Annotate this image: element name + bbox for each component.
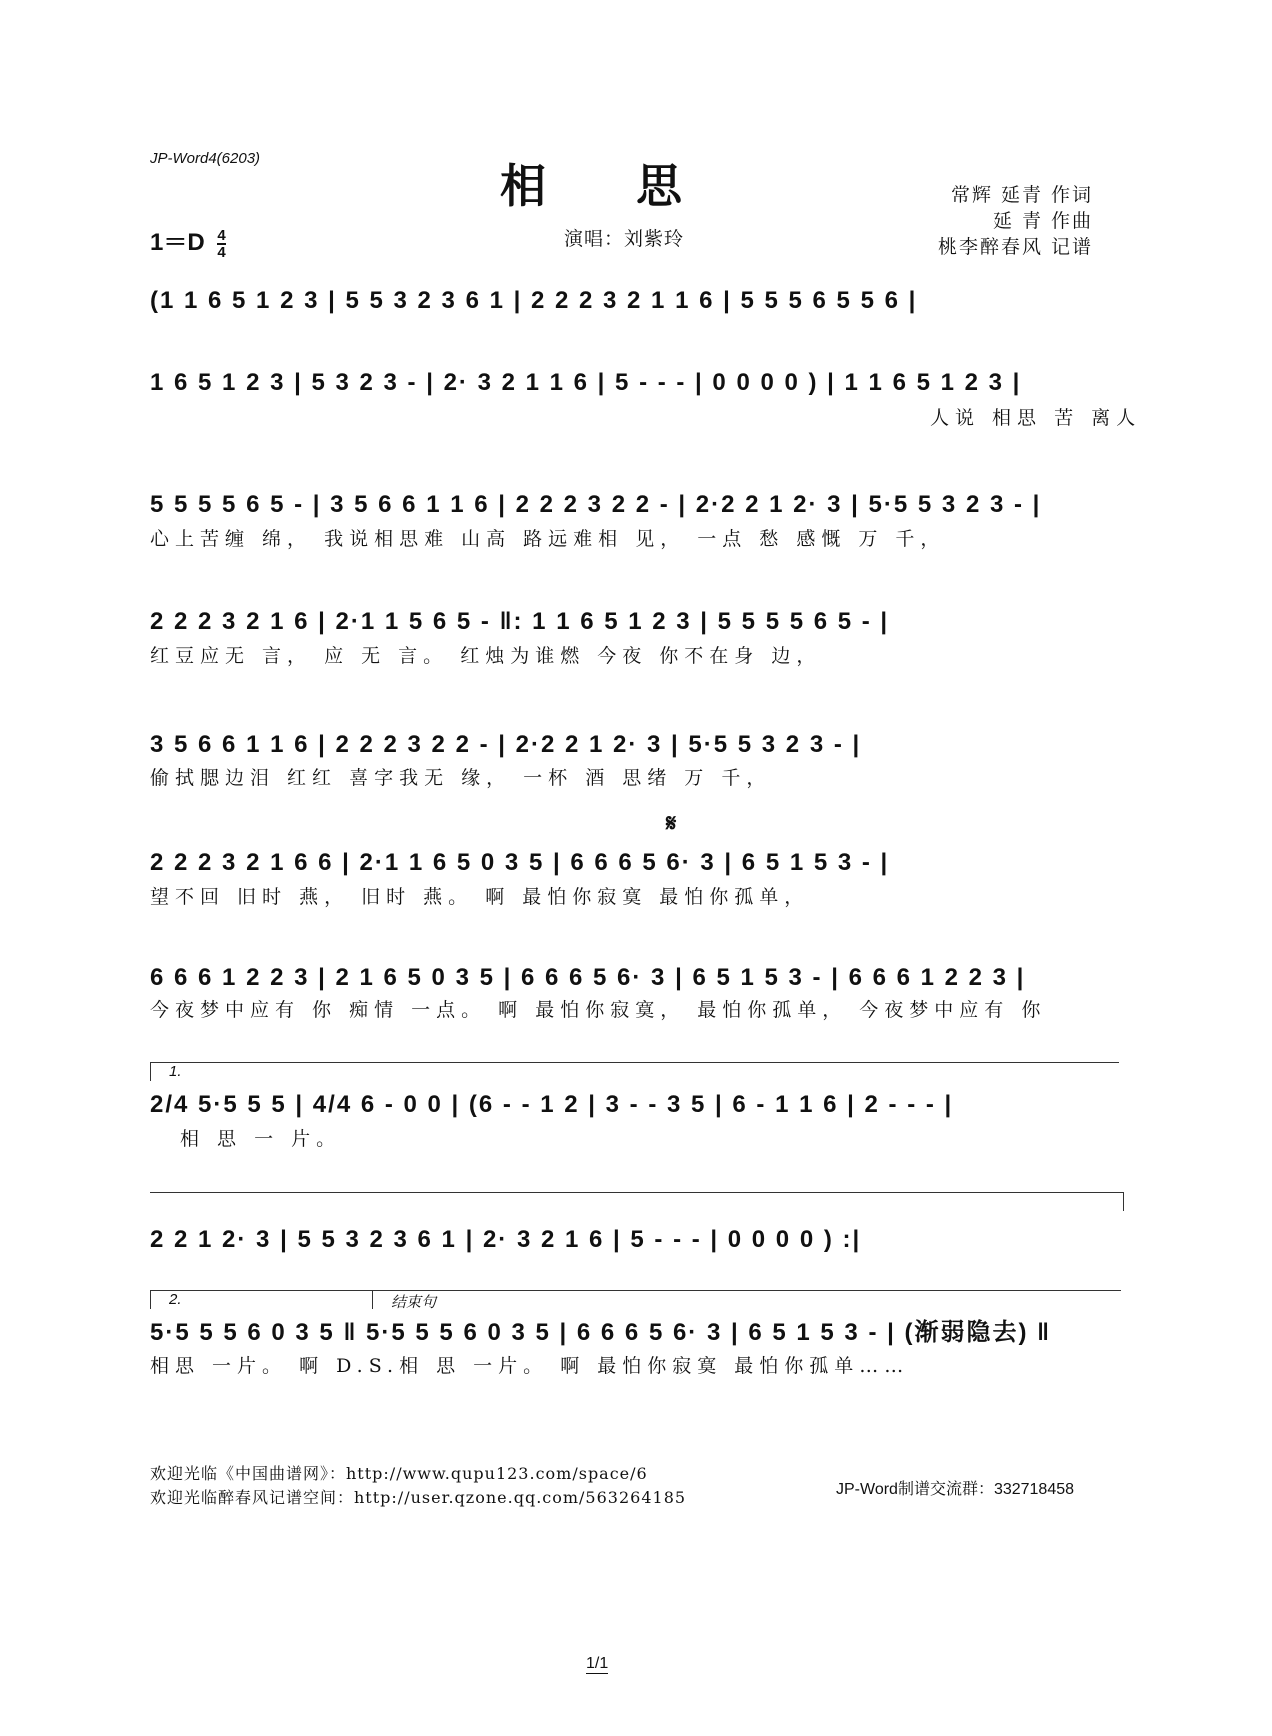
key-signature [150,222,226,260]
software-label: JP-Word4(6203) [150,150,261,167]
ending-label: 结束句 [391,1294,437,1311]
segno-sign: 𝄋 [666,808,677,837]
volta-2-label: 2. [169,1291,182,1308]
score-row-5-lyrics: 偷拭腮边泪 红红 喜字我无 缘， 一杯 酒 思绪 万 千， [150,767,772,789]
key-label: 1＝D [150,229,205,256]
score-row-4-lyrics: 红豆应无 言， 应 无 言。 红烛为谁燃 今夜 你不在身 边， [150,645,822,667]
footer-link-2[interactable]: 欢迎光临醉春风记谱空间：http://user.qzone.qq.com/563264185 [150,1488,687,1507]
credits [938,182,1093,260]
score-row-10-lyrics: 相思 一片。 啊 D.S.相 思 一片。 啊 最怕你寂寞 最怕你孤单…… [150,1355,910,1377]
credit-lyrics: 常辉 延青 作词 [950,184,1094,206]
footer-link-1[interactable]: 欢迎光临《中国曲谱网》：http://www.qupu123.com/space/6 [150,1464,648,1483]
page-number: 1/1 [586,1655,609,1672]
volta-1-label: 1. [169,1063,182,1080]
score-row-10-notes: 5·5 5 5 6 0 3 5 ‖ 5·5 5 5 6 0 3 5 | 6 6 6 5 6· 3 | 6 5 1 5 3 - | (渐弱隐去) ‖ [150,1319,1052,1346]
time-top: 4 [217,226,226,244]
volta-2-bracket [150,1290,384,1309]
score-row-9-notes: 2 2 1 2· 3 | 5 5 3 2 3 6 1 | 2· 3 2 1 6 | 5 - - - | 0 0 0 0 ) :| [150,1226,862,1253]
footer-group: JP-Word制谱交流群：332718458 [836,1481,1075,1498]
score-row-5-notes: 3 5 6 6 1 1 6 | 2 2 2 3 2 2 - | 2·2 2 1 2· 3 | 5·5 5 3 2 3 - | [150,731,862,758]
volta-1-continuation [150,1192,1124,1211]
score-row-1-notes: (1 1 6 5 1 2 3 | 5 5 3 2 3 6 1 | 2 2 2 3 2 1 1 6 | 5 5 5 6 5 5 6 | [150,287,918,314]
score-row-2-notes: 1 6 5 1 2 3 | 5 3 2 3 - | 2· 3 2 1 1 6 | 5 - - - | 0 0 0 0 ) | 1 1 6 5 1 2 3 | [150,369,1022,396]
score-row-7-notes: 6 6 6 1 2 2 3 | 2 1 6 5 0 3 5 | 6 6 6 5 6· 3 | 6 5 1 5 3 - | 6 6 6 1 2 2 3 | [150,964,1026,991]
score-row-2-lyrics: 人说 相思 苦 离人 [930,407,1142,429]
singer: 演唱：刘紫玲 [564,228,685,250]
score-row-3-lyrics: 心上苦缠 绵， 我说相思难 山高 路远难相 见， 一点 愁 感慨 万 千， [150,528,946,550]
ending-bracket [372,1290,1121,1309]
score-row-6-lyrics: 望不回 旧时 燕， 旧时 燕。 啊 最怕你寂寞 最怕你孤单， [150,886,810,908]
footer-links [150,1462,686,1510]
score-row-6-notes: 2 2 2 3 2 1 6 6 | 2·1 1 6 5 0 3 5 | 6 6 6 5 6· 3 | 6 5 1 5 3 - | [150,849,890,876]
credit-transcriber: 桃李醉春风 记谱 [938,236,1094,258]
score-row-8-lyrics: 相 思 一 片。 [180,1128,342,1150]
credit-composer: 延 青 作曲 [992,210,1094,232]
score-row-7-lyrics: 今夜梦中应有 你 痴情 一点。 啊 最怕你寂寞， 最怕你孤单， 今夜梦中应有 你 [150,999,1047,1021]
volta-1-bracket [150,1062,1119,1081]
time-bottom: 4 [217,243,226,261]
score-row-8-notes: 2/4 5·5 5 5 | 4/4 6 - 0 0 | (6 - - 1 2 | 3 - - 3 5 | 6 - 1 1 6 | 2 - - - | [150,1091,954,1118]
time-signature [217,228,225,260]
song-title: 相思 [500,159,772,213]
score-row-4-notes: 2 2 2 3 2 1 6 | 2·1 1 5 6 5 - ‖: 1 1 6 5 1 2 3 | 5 5 5 5 6 5 - | [150,608,890,635]
score-row-3-notes: 5 5 5 5 6 5 - | 3 5 6 6 1 1 6 | 2 2 2 3 2 2 - | 2·2 2 1 2· 3 | 5·5 5 3 2 3 - | [150,491,1042,518]
